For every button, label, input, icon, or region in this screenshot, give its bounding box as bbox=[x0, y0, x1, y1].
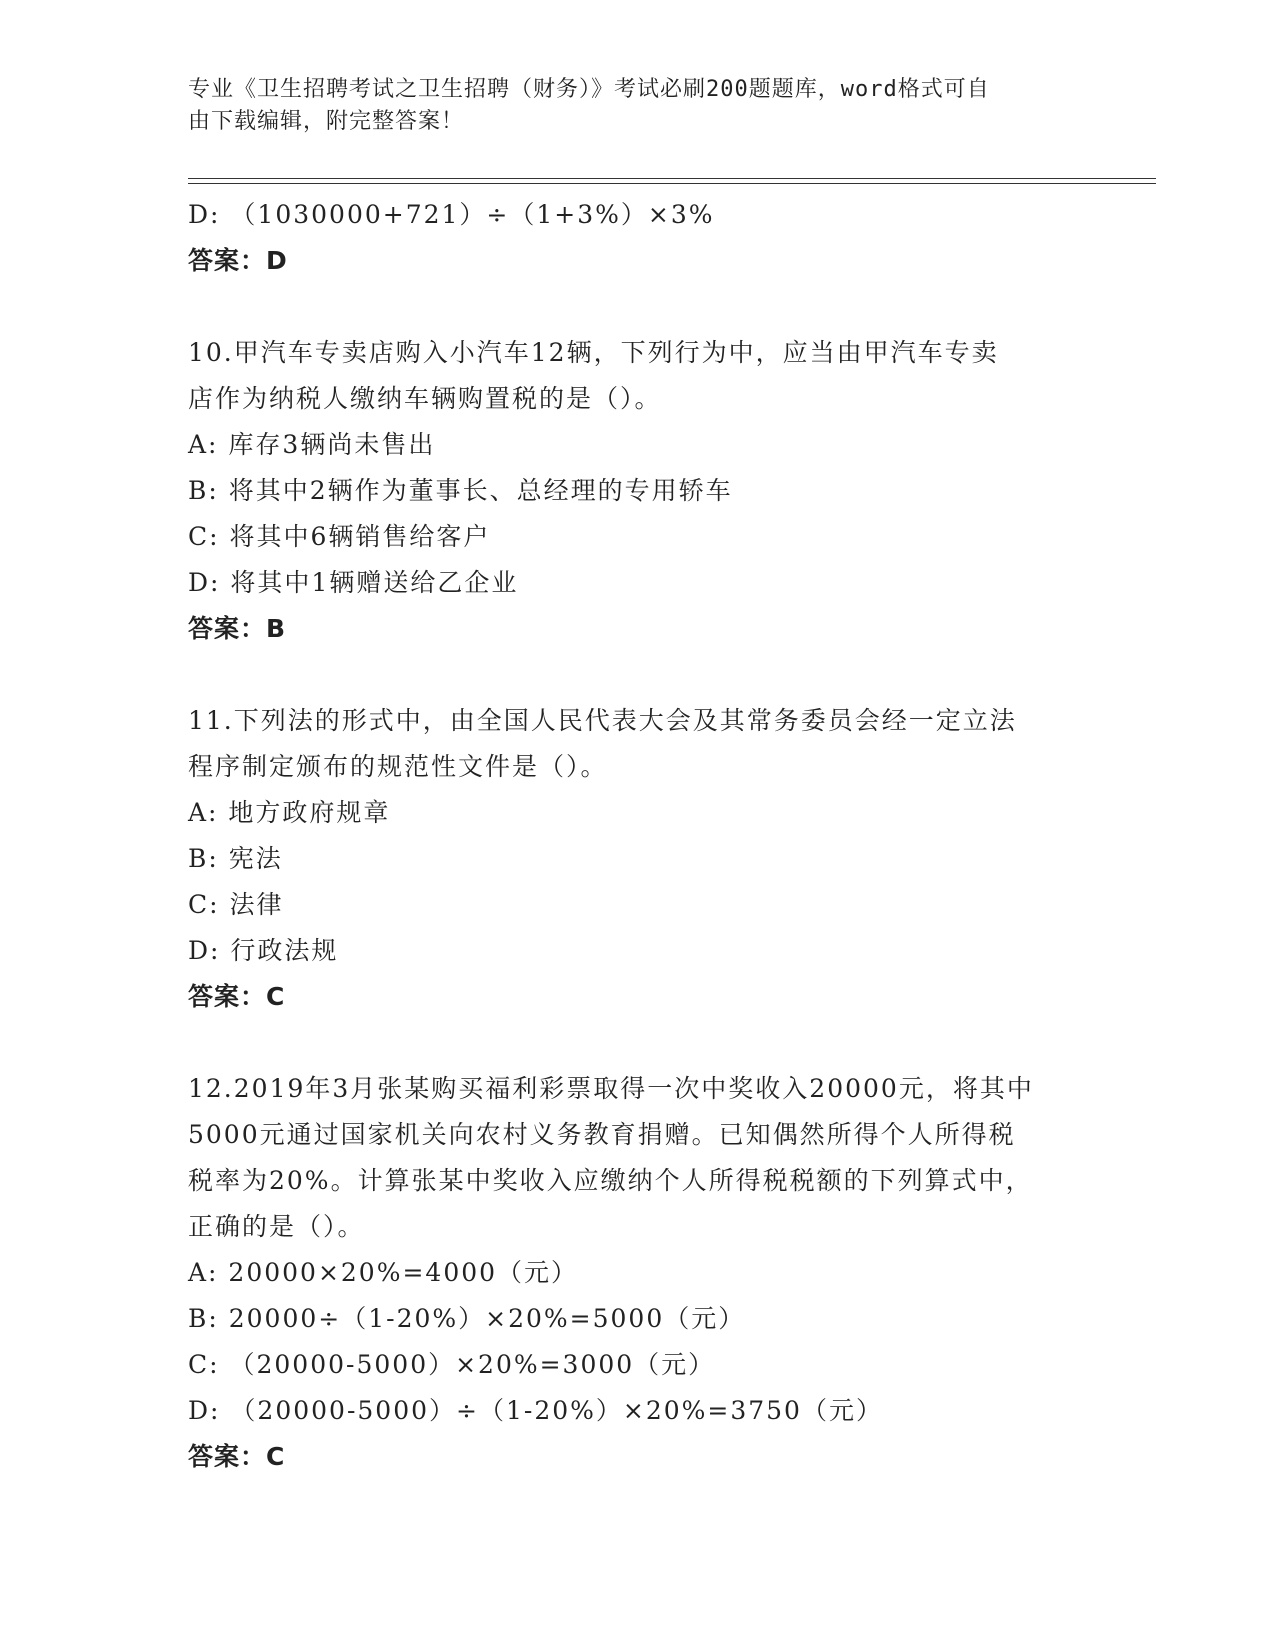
option-a: A: 地方政府规章 bbox=[188, 798, 391, 827]
option-d: D: （1030000+721）÷（1+3%）×3% bbox=[188, 200, 715, 229]
question-list bbox=[188, 192, 1088, 1480]
option-b: B: 宪法 bbox=[188, 844, 283, 873]
answer: 答案：C bbox=[188, 982, 286, 1011]
option-c: C: （20000-5000）×20%=3000（元） bbox=[188, 1350, 716, 1379]
option-b: B: 20000÷（1-20%）×20%=5000（元） bbox=[188, 1304, 746, 1333]
question-stem-line: 10.甲汽车专卖店购入小汽车12辆，下列行为中，应当由甲汽车专卖 bbox=[188, 338, 999, 367]
spacer bbox=[188, 652, 1088, 698]
header-divider-bottom bbox=[188, 183, 1156, 184]
header-line-1: 专业《卫生招聘考试之卫生招聘（财务）》考试必刷200题题库，word格式可自 bbox=[188, 77, 990, 102]
previous-question-tail bbox=[188, 192, 1088, 284]
header-divider-top bbox=[188, 178, 1156, 179]
question-11 bbox=[188, 698, 1088, 1020]
header-line-2: 由下载编辑，附完整答案！ bbox=[188, 109, 465, 134]
answer: 答案：D bbox=[188, 246, 288, 275]
question-12 bbox=[188, 1066, 1088, 1480]
answer: 答案：B bbox=[188, 614, 287, 643]
spacer bbox=[188, 1020, 1088, 1066]
question-10 bbox=[188, 330, 1088, 652]
option-d: D: 行政法规 bbox=[188, 936, 339, 965]
question-stem-line: 11.下列法的形式中，由全国人民代表大会及其常务委员会经一定立法 bbox=[188, 706, 1017, 735]
question-stem-line: 12.2019年3月张某购买福利彩票取得一次中奖收入20000元，将其中 bbox=[188, 1074, 1034, 1103]
document-header bbox=[188, 74, 1068, 138]
option-d: D: （20000-5000）÷（1-20%）×20%=3750（元） bbox=[188, 1396, 883, 1425]
option-d: D: 将其中1辆赠送给乙企业 bbox=[188, 568, 519, 597]
option-c: C: 将其中6辆销售给客户 bbox=[188, 522, 491, 551]
option-b: B: 将其中2辆作为董事长、总经理的专用轿车 bbox=[188, 476, 733, 505]
question-stem-line: 正确的是（）。 bbox=[188, 1212, 365, 1241]
option-a: A: 20000×20%=4000（元） bbox=[188, 1258, 579, 1287]
question-stem-line: 店作为纳税人缴纳车辆购置税的是（）。 bbox=[188, 384, 662, 413]
spacer bbox=[188, 284, 1088, 330]
option-c: C: 法律 bbox=[188, 890, 284, 919]
option-a: A: 库存3辆尚未售出 bbox=[188, 430, 436, 459]
answer: 答案：C bbox=[188, 1442, 286, 1471]
question-stem-line: 程序制定颁布的规范性文件是（）。 bbox=[188, 752, 608, 781]
question-stem-line: 5000元通过国家机关向农村义务教育捐赠。已知偶然所得个人所得税 bbox=[188, 1120, 1016, 1149]
question-stem-line: 税率为20%。计算张某中奖收入应缴纳个人所得税税额的下列算式中， bbox=[188, 1166, 1033, 1195]
